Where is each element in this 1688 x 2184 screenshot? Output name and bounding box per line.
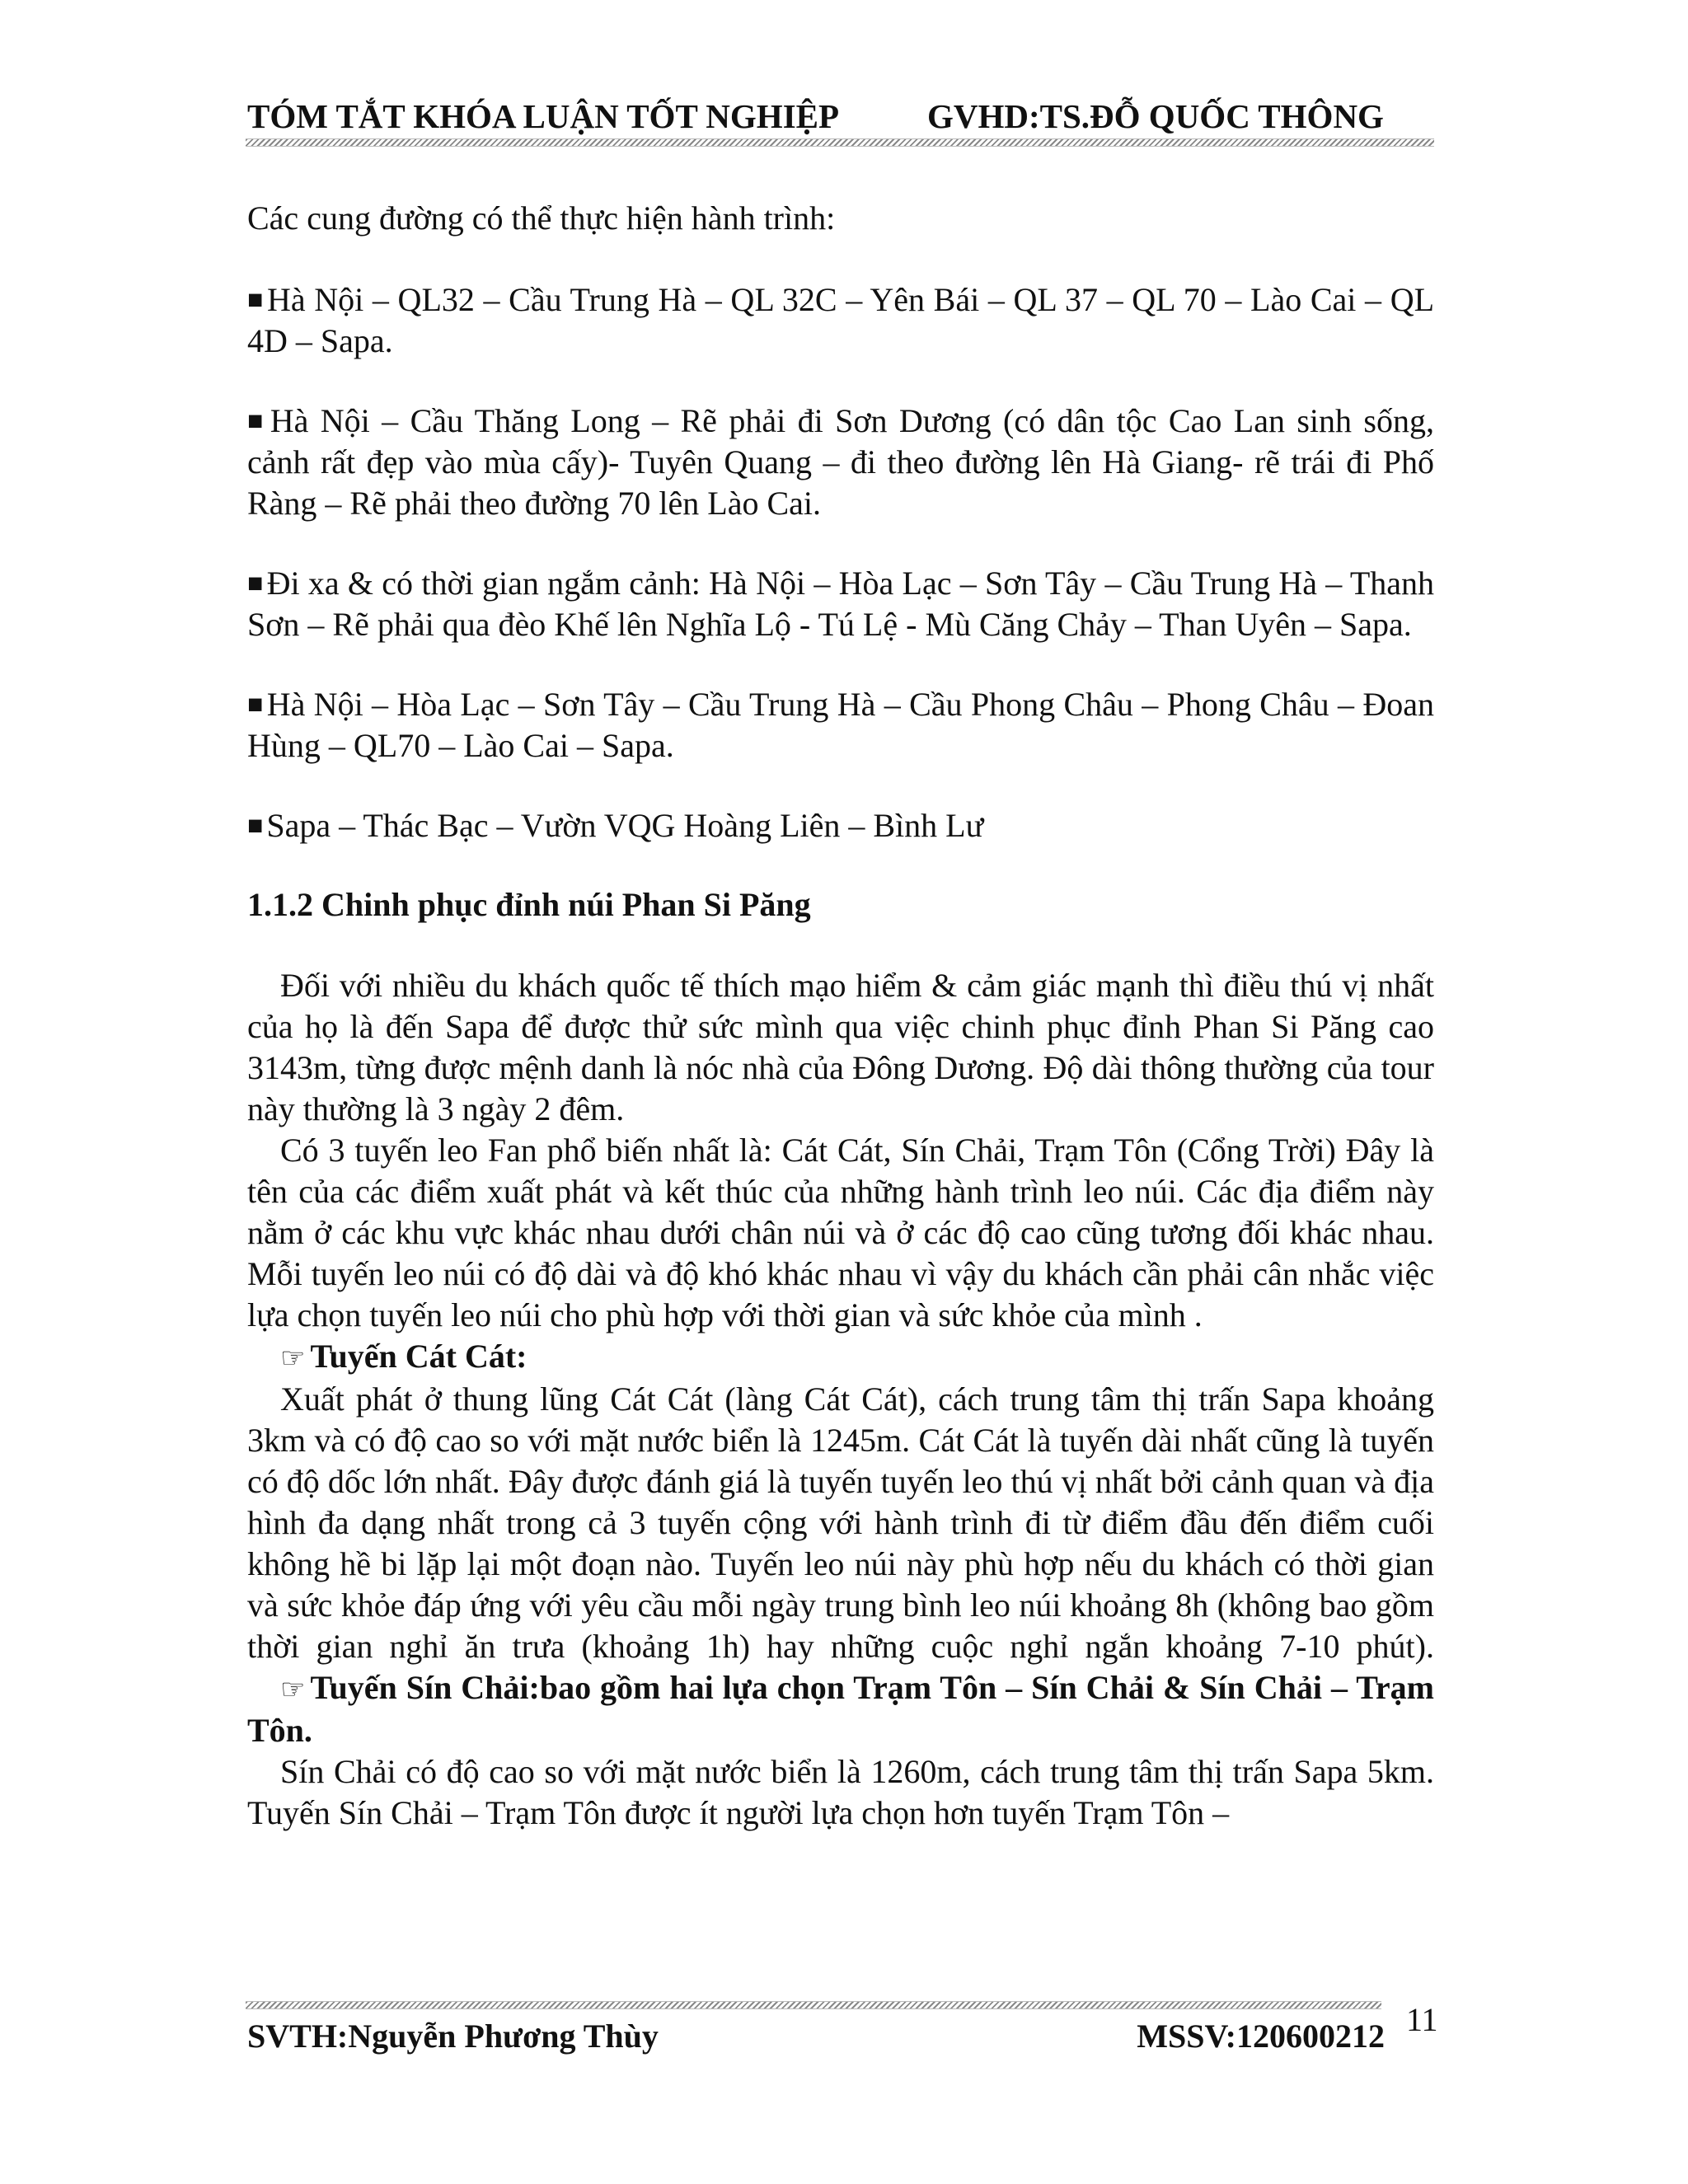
page-number: 11	[1406, 2001, 1438, 2038]
route-text: Đi xa & có thời gian ngắm cảnh: Hà Nội – Hòa Lạc – Sơn Tây – Cầu Trung Hà – Thanh Sơn – Rẽ phải qua đèo Khế lên Nghĩa Lộ - Tú Lệ - Mù Căng Chảy – Than Uyên – Sapa.	[247, 565, 1435, 643]
subheading-text: Tuyến Sín Chải:bao gồm hai lựa chọn Trạm Tôn – Sín Chải & Sín Chải – Trạm Tôn.	[247, 1669, 1434, 1749]
pointing-hand-icon: ☞	[280, 1342, 306, 1375]
subheading-sin-chai	[247, 1667, 1434, 1751]
subheading-text: Tuyến Cát Cát:	[310, 1338, 528, 1375]
route-item	[247, 804, 1434, 846]
header-divider	[246, 138, 1434, 147]
route-item	[247, 400, 1434, 524]
square-bullet-icon: ■	[247, 689, 264, 719]
header-title: TÓM TẮT KHÓA LUẬN TỐT NGHIỆP	[247, 97, 840, 135]
section-heading: 1.1.2 Chinh phục đỉnh núi Phan Si Păng	[247, 886, 811, 923]
route-item	[247, 279, 1434, 362]
routes-intro: Các cung đường có thể thực hiện hành trình:	[247, 199, 836, 237]
route-text: Sapa – Thác Bạc – Vườn VQG Hoàng Liên – Bình Lư	[266, 807, 984, 844]
route-text: Hà Nội – Cầu Thăng Long – Rẽ phải đi Sơn Dương (có dân tộc Cao Lan sinh sống, cảnh rất đẹp vào mùa cấy)- Tuyên Quang – đi theo đường lên Hà Giang- rẽ trái đi Phố Ràng – Rẽ phải theo đường 70 lên Lào Cai.	[247, 402, 1434, 522]
paragraph: Đối với nhiều du khách quốc tế thích mạo hiểm & cảm giác mạnh thì điều thú vị nhất của họ là đến Sapa để được thử sức mình qua việc chinh phục đỉnh Phan Si Păng cao 3143m, từng được mệnh danh là nóc nhà của Đông Dương. Độ dài thông thường của tour này thường là 3 ngày 2 đêm.	[247, 967, 1434, 1127]
route-text: Hà Nội – QL32 – Cầu Trung Hà – QL 32C – Yên Bái – QL 37 – QL 70 – Lào Cai – QL 4D – Sapa.	[247, 281, 1435, 359]
paragraph: Sín Chải có độ cao so với mặt nước biển là 1260m, cách trung tâm thị trấn Sapa 5km. Tuyến Sín Chải – Trạm Tôn được ít người lựa chọn hơn tuyến Trạm Tôn –	[247, 1753, 1434, 1831]
footer-divider	[246, 2001, 1381, 2009]
header-advisor: GVHD:TS.ĐỖ QUỐC THÔNG	[927, 97, 1384, 135]
route-item	[247, 562, 1434, 645]
route-text: Hà Nội – Hòa Lạc – Sơn Tây – Cầu Trung Hà – Cầu Phong Châu – Phong Châu – Đoan Hùng – QL70 – Lào Cai – Sapa.	[247, 686, 1435, 764]
paragraph: Có 3 tuyến leo Fan phổ biến nhất là: Cát Cát, Sín Chải, Trạm Tôn (Cổng Trời) Đây là tên của các điểm xuất phát và kết thúc của những hành trình leo núi. Các địa điểm này nằm ở các khu vực khác nhau dưới chân núi và ở các độ cao cũng tương đối khác nhau. Mỗi tuyến leo núi có độ dài và độ khó khác nhau vì vậy du khách cần phải cân nhắc việc lựa chọn tuyến leo núi cho phù hợp với thời gian và sức khỏe của mình .	[247, 1132, 1434, 1333]
page-body	[247, 198, 1434, 1834]
route-item	[247, 683, 1434, 766]
footer-student-id: MSSV:120600212	[1137, 2018, 1385, 2055]
square-bullet-icon: ■	[247, 810, 264, 840]
square-bullet-icon: ■	[247, 568, 264, 598]
footer-student: SVTH:Nguyễn Phương Thùy	[247, 2018, 659, 2055]
square-bullet-icon: ■	[247, 284, 264, 314]
paragraph: Xuất phát ở thung lũng Cát Cát (làng Cát Cát), cách trung tâm thị trấn Sapa khoảng 3km và có độ cao so với mặt nước biển là 1245m. Cát Cát là tuyến dài nhất cũng là tuyến có độ dốc lớn nhất. Đây được đánh giá là tuyến tuyến leo thú vị nhất bởi cảnh quan và địa hình đa dạng nhất trong cả 3 tuyến cộng với hành trình đi từ điểm đầu đến điểm cuối không hề bi lặp lại một đoạn nào. Tuyến leo núi này phù hợp nếu du khách có thời gian và sức khỏe đáp ứng với yêu cầu mỗi ngày trung bình leo núi khoảng 8h (không bao gồm thời gian nghỉ ăn trưa (khoảng 1h) hay những cuộc nghỉ ngắn khoảng 7-10 phút).	[247, 1380, 1434, 1665]
subheading-cat-cat	[247, 1336, 1434, 1379]
square-bullet-icon: ■	[247, 405, 267, 435]
pointing-hand-icon: ☞	[280, 1673, 306, 1706]
